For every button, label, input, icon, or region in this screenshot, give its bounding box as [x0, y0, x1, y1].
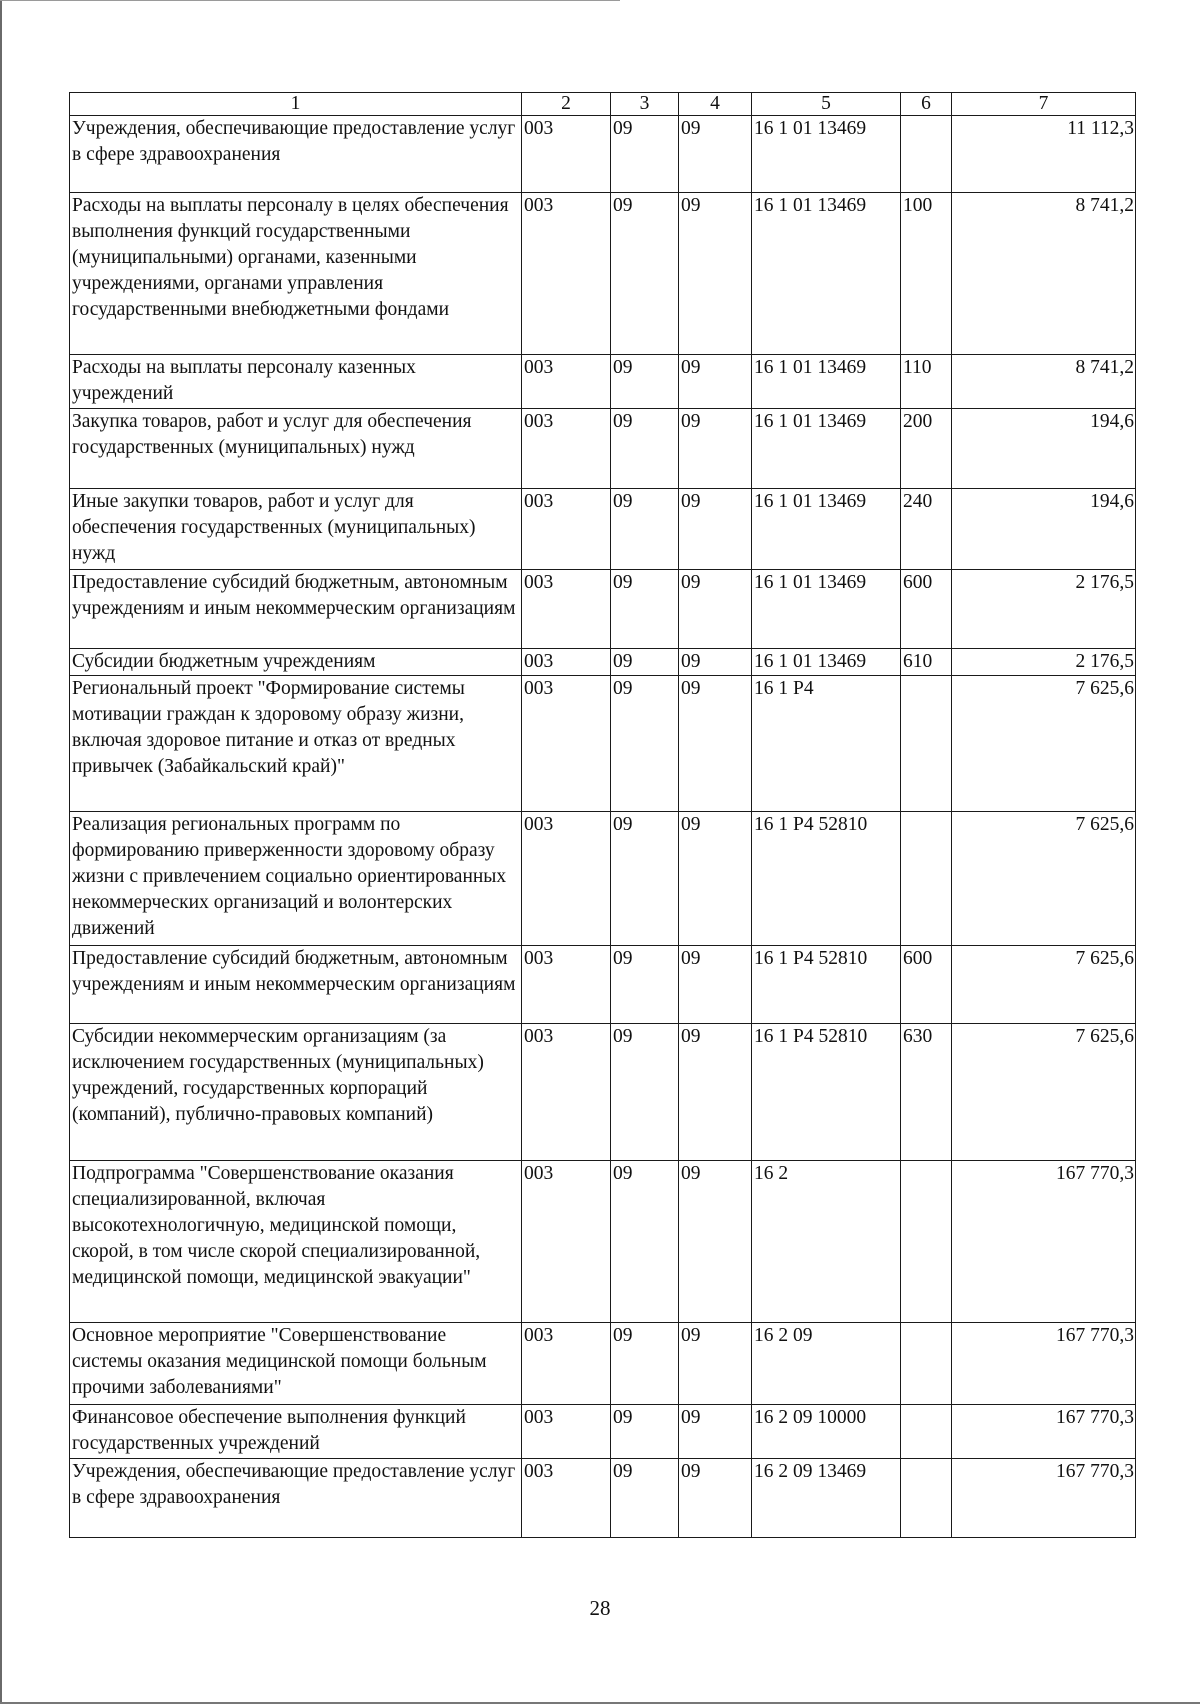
row-name: Расходы на выплаты персоналу казенных учреждений — [70, 355, 522, 409]
table-row — [70, 1459, 1136, 1538]
row-name: Подпрограмма "Совершенствование оказания специализированной, включая высокотехнологичную, медицинской помощи, скорой, в том числе скорой специализированной, медицинской помощи, медицинской эвакуации" — [70, 1161, 522, 1323]
row-rz: 09 — [611, 1024, 679, 1161]
header-col-5: 5 — [752, 93, 901, 116]
row-vr: 110 — [901, 355, 952, 409]
row-name: Закупка товаров, работ и услуг для обеспечения государственных (муниципальных) нужд — [70, 409, 522, 489]
row-sum: 8 741,2 — [952, 355, 1136, 409]
row-sum: 194,6 — [952, 409, 1136, 489]
table-row — [70, 116, 1136, 193]
row-name: Расходы на выплаты персоналу в целях обеспечения выполнения функций государственными (муниципальными) органами, казенными учреждениями, органами управления государственными внебюджетными фондами — [70, 193, 522, 355]
row-rz: 09 — [611, 946, 679, 1024]
row-csr: 16 1 01 13469 — [752, 409, 901, 489]
row-ved: 003 — [522, 1024, 611, 1161]
row-rz: 09 — [611, 812, 679, 946]
row-pr: 09 — [679, 649, 752, 676]
row-name: Субсидии некоммерческим организациям (за исключением государственных (муниципальных) учреждений, государственных корпораций (компаний), публично-правовых компаний) — [70, 1024, 522, 1161]
table-row — [70, 570, 1136, 649]
row-rz: 09 — [611, 1161, 679, 1323]
row-name: Основное мероприятие "Совершенствование системы оказания медицинской помощи больным прочими заболеваниями" — [70, 1323, 522, 1405]
row-pr: 09 — [679, 409, 752, 489]
row-csr: 16 1 01 13469 — [752, 116, 901, 193]
table-body — [70, 116, 1136, 1538]
row-ved: 003 — [522, 946, 611, 1024]
page-number: 28 — [589, 1596, 611, 1620]
table-row — [70, 355, 1136, 409]
table-row — [70, 489, 1136, 570]
row-pr: 09 — [679, 489, 752, 570]
row-csr: 16 1 01 13469 — [752, 570, 901, 649]
row-rz: 09 — [611, 489, 679, 570]
table-row — [70, 1161, 1136, 1323]
row-vr: 200 — [901, 409, 952, 489]
table-header — [70, 93, 1136, 116]
row-rz: 09 — [611, 1459, 679, 1538]
row-pr: 09 — [679, 116, 752, 193]
row-csr: 16 2 — [752, 1161, 901, 1323]
row-csr: 16 2 09 13469 — [752, 1459, 901, 1538]
row-sum: 7 625,6 — [952, 1024, 1136, 1161]
row-rz: 09 — [611, 409, 679, 489]
table-row — [70, 1323, 1136, 1405]
row-sum: 167 770,3 — [952, 1323, 1136, 1405]
table-row — [70, 1024, 1136, 1161]
row-ved: 003 — [522, 116, 611, 193]
row-sum: 7 625,6 — [952, 676, 1136, 812]
row-sum: 7 625,6 — [952, 812, 1136, 946]
row-csr: 16 1 01 13469 — [752, 355, 901, 409]
table-row — [70, 946, 1136, 1024]
row-rz: 09 — [611, 649, 679, 676]
row-csr: 16 1 01 13469 — [752, 193, 901, 355]
row-csr: 16 2 09 — [752, 1323, 901, 1405]
row-ved: 003 — [522, 1161, 611, 1323]
row-vr — [901, 812, 952, 946]
row-vr — [901, 1161, 952, 1323]
header-col-3: 3 — [611, 93, 679, 116]
row-ved: 003 — [522, 676, 611, 812]
row-csr: 16 1 01 13469 — [752, 649, 901, 676]
table-row — [70, 409, 1136, 489]
row-sum: 8 741,2 — [952, 193, 1136, 355]
row-ved: 003 — [522, 570, 611, 649]
row-vr — [901, 676, 952, 812]
row-rz: 09 — [611, 116, 679, 193]
row-pr: 09 — [679, 570, 752, 649]
scan-edge-left — [0, 0, 2, 1704]
row-pr: 09 — [679, 812, 752, 946]
scan-edge-top — [0, 0, 620, 1]
row-sum: 2 176,5 — [952, 649, 1136, 676]
row-name: Иные закупки товаров, работ и услуг для обеспечения государственных (муниципальных) нужд — [70, 489, 522, 570]
row-pr: 09 — [679, 676, 752, 812]
row-sum: 167 770,3 — [952, 1405, 1136, 1459]
row-ved: 003 — [522, 193, 611, 355]
row-sum: 7 625,6 — [952, 946, 1136, 1024]
row-ved: 003 — [522, 812, 611, 946]
row-sum: 2 176,5 — [952, 570, 1136, 649]
row-csr: 16 2 09 10000 — [752, 1405, 901, 1459]
row-ved: 003 — [522, 355, 611, 409]
row-vr: 240 — [901, 489, 952, 570]
row-vr: 600 — [901, 946, 952, 1024]
header-col-2: 2 — [522, 93, 611, 116]
row-vr — [901, 116, 952, 193]
row-csr: 16 1 P4 — [752, 676, 901, 812]
row-ved: 003 — [522, 1459, 611, 1538]
budget-table — [69, 92, 1136, 1538]
row-sum: 167 770,3 — [952, 1161, 1136, 1323]
row-csr: 16 1 P4 52810 — [752, 1024, 901, 1161]
row-vr: 600 — [901, 570, 952, 649]
row-rz: 09 — [611, 1323, 679, 1405]
row-ved: 003 — [522, 1323, 611, 1405]
header-row — [70, 93, 1136, 116]
table-row — [70, 1405, 1136, 1459]
row-rz: 09 — [611, 570, 679, 649]
row-name: Реализация региональных программ по формированию приверженности здоровому образу жизни с привлечением социально ориентированных некоммерческих организаций и волонтерских движений — [70, 812, 522, 946]
row-pr: 09 — [679, 1459, 752, 1538]
row-rz: 09 — [611, 1405, 679, 1459]
row-csr: 16 1 01 13469 — [752, 489, 901, 570]
row-sum: 11 112,3 — [952, 116, 1136, 193]
row-vr: 610 — [901, 649, 952, 676]
row-rz: 09 — [611, 676, 679, 812]
table-row — [70, 649, 1136, 676]
row-ved: 003 — [522, 649, 611, 676]
table-row — [70, 193, 1136, 355]
row-pr: 09 — [679, 1405, 752, 1459]
row-rz: 09 — [611, 193, 679, 355]
row-vr — [901, 1323, 952, 1405]
row-pr: 09 — [679, 1024, 752, 1161]
row-vr — [901, 1459, 952, 1538]
row-pr: 09 — [679, 946, 752, 1024]
row-name: Учреждения, обеспечивающие предоставление услуг в сфере здравоохранения — [70, 1459, 522, 1538]
row-sum: 167 770,3 — [952, 1459, 1136, 1538]
row-pr: 09 — [679, 1323, 752, 1405]
row-ved: 003 — [522, 409, 611, 489]
row-ved: 003 — [522, 489, 611, 570]
table-row — [70, 812, 1136, 946]
row-pr: 09 — [679, 193, 752, 355]
header-col-6: 6 — [901, 93, 952, 116]
row-name: Региональный проект "Формирование системы мотивации граждан к здоровому образу жизни, включая здоровое питание и отказ от вредных привычек (Забайкальский край)" — [70, 676, 522, 812]
row-name: Предоставление субсидий бюджетным, автономным учреждениям и иным некоммерческим организациям — [70, 946, 522, 1024]
header-col-7: 7 — [952, 93, 1136, 116]
table-row — [70, 676, 1136, 812]
row-name: Учреждения, обеспечивающие предоставление услуг в сфере здравоохранения — [70, 116, 522, 193]
row-csr: 16 1 P4 52810 — [752, 946, 901, 1024]
row-pr: 09 — [679, 355, 752, 409]
row-ved: 003 — [522, 1405, 611, 1459]
row-csr: 16 1 P4 52810 — [752, 812, 901, 946]
header-col-4: 4 — [679, 93, 752, 116]
row-name: Субсидии бюджетным учреждениям — [70, 649, 522, 676]
row-vr: 630 — [901, 1024, 952, 1161]
row-sum: 194,6 — [952, 489, 1136, 570]
row-rz: 09 — [611, 355, 679, 409]
header-col-1: 1 — [70, 93, 522, 116]
row-vr: 100 — [901, 193, 952, 355]
row-vr — [901, 1405, 952, 1459]
row-pr: 09 — [679, 1161, 752, 1323]
row-name: Предоставление субсидий бюджетным, автономным учреждениям и иным некоммерческим организациям — [70, 570, 522, 649]
row-name: Финансовое обеспечение выполнения функций государственных учреждений — [70, 1405, 522, 1459]
